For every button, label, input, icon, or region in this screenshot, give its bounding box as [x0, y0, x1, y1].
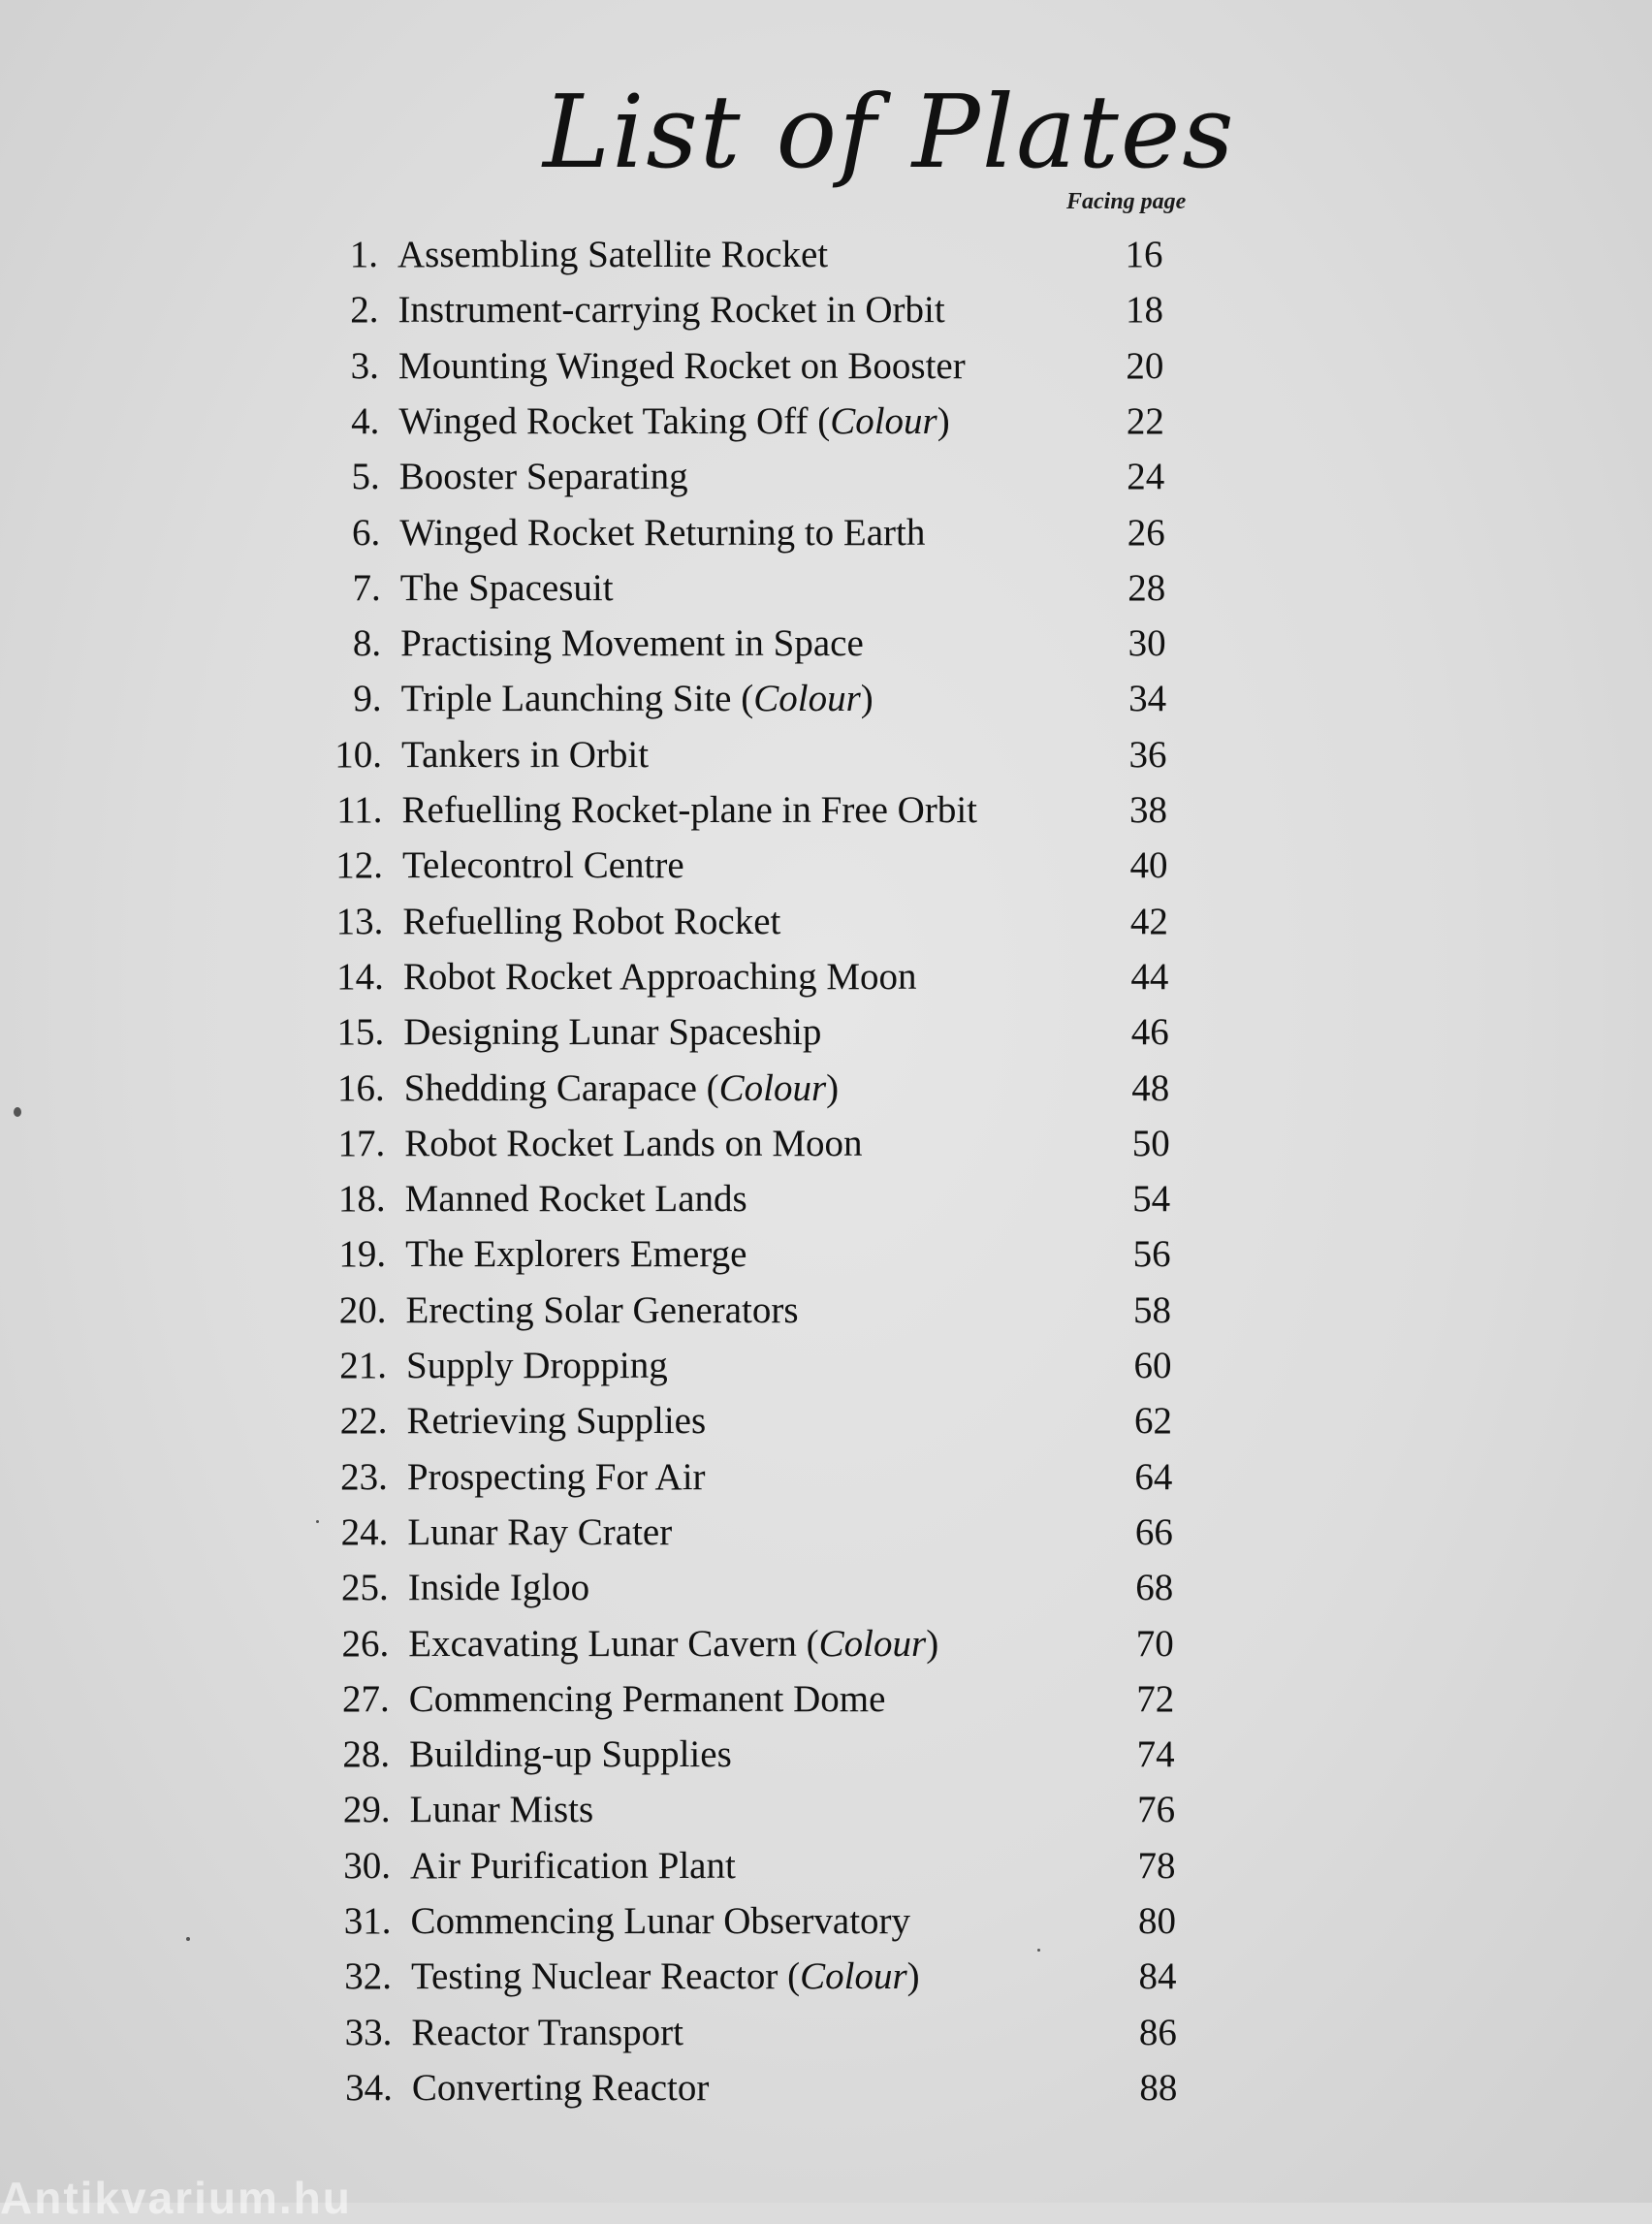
plate-row: [328, 1175, 1297, 1223]
plate-page-number: 36: [1128, 733, 1167, 776]
plate-title-text: Supply Dropping: [406, 1345, 668, 1386]
paren-close: ): [937, 399, 950, 442]
plate-title-text: Robot Rocket Lands on Moon: [404, 1122, 863, 1164]
plate-title-text: Tankers in Orbit: [401, 733, 650, 776]
plate-page-number: 40: [1129, 844, 1168, 887]
plate-title-text: Triple Launching Site: [400, 678, 732, 720]
plate-page-number: 72: [1136, 1677, 1175, 1720]
plate-title: [412, 2064, 710, 2113]
plate-row: [330, 1509, 1299, 1557]
plate-title-text: Commencing Lunar Observatory: [410, 1900, 911, 1942]
plate-title-text: Retrieving Supplies: [406, 1400, 707, 1443]
plate-title: [409, 1731, 732, 1779]
plate-page-number: 48: [1131, 1066, 1170, 1109]
plate-row: [321, 397, 1290, 446]
plate-title: [411, 1953, 920, 2001]
plate-title-text: Shedding Carapace: [403, 1066, 697, 1109]
plate-row: [331, 1620, 1300, 1668]
plate-number: 13.: [335, 900, 384, 942]
colour-note: Colour: [800, 1955, 907, 1998]
plate-number: 7.: [352, 566, 381, 609]
plate-number: 3.: [350, 344, 379, 387]
plate-page-number: 38: [1129, 789, 1167, 831]
plate-number: 31.: [343, 1900, 392, 1942]
plate-number: 26.: [341, 1622, 390, 1665]
plate-title-text: Assembling Satellite Rocket: [397, 234, 829, 275]
plate-row: [334, 1897, 1303, 1946]
plate-row: [334, 2009, 1303, 2057]
plate-title: [406, 1397, 706, 1446]
paren-close: ): [860, 678, 874, 720]
plate-number: 18.: [337, 1178, 386, 1221]
plate-row: [320, 231, 1289, 279]
plate-number: 17.: [337, 1122, 386, 1164]
plate-row: [325, 786, 1294, 835]
plate-number: 9.: [353, 678, 382, 720]
plate-page-number: 16: [1125, 234, 1163, 275]
plate-page-number: 26: [1127, 511, 1165, 554]
plate-title-text: Commencing Permanent Dome: [408, 1677, 886, 1720]
plate-title: [400, 564, 614, 613]
plate-number: 15.: [336, 1011, 385, 1054]
plate-row: [327, 1120, 1296, 1168]
plate-row: [332, 1675, 1301, 1724]
plate-row: [323, 620, 1292, 668]
paper-speck: [316, 1520, 319, 1523]
plate-number: 34.: [345, 2066, 393, 2109]
plate-row: [331, 1564, 1300, 1612]
plate-page-number: 18: [1125, 289, 1163, 332]
plate-number: 14.: [336, 955, 384, 998]
plate-title: [401, 731, 649, 779]
paren-open: (: [731, 678, 754, 720]
plate-page-number: 86: [1138, 2011, 1177, 2053]
plate-title-text: Reactor Transport: [411, 2011, 683, 2053]
plate-page-number: 62: [1133, 1400, 1172, 1443]
plate-title: [404, 1064, 839, 1113]
plate-title-text: Refuelling Robot Rocket: [402, 900, 781, 942]
plate-row: [322, 453, 1291, 501]
plate-title: [403, 1008, 821, 1057]
plate-title: [406, 1287, 799, 1335]
plate-row: [330, 1453, 1299, 1502]
plate-title-text: The Spacesuit: [399, 566, 614, 609]
plate-title: [407, 1453, 706, 1502]
colour-note: Colour: [818, 1622, 927, 1665]
plate-number: 12.: [335, 844, 383, 887]
plate-page-number: 60: [1133, 1345, 1172, 1386]
plate-number: 28.: [342, 1733, 391, 1776]
plate-page-number: 88: [1139, 2066, 1178, 2109]
plate-title-text: Mounting Winged Rocket on Booster: [397, 344, 966, 387]
plate-row: [328, 1230, 1297, 1279]
plate-row: [334, 2064, 1304, 2113]
paren-open: (: [696, 1066, 719, 1109]
plate-row: [324, 731, 1293, 779]
plate-row: [333, 1842, 1302, 1890]
plate-row: [329, 1287, 1298, 1335]
plate-title: [410, 1842, 736, 1890]
paper-speck: [1037, 1949, 1040, 1952]
plate-title: [408, 1564, 589, 1612]
plate-page-number: 74: [1136, 1733, 1175, 1776]
plate-title: [411, 2009, 683, 2057]
plate-row: [327, 1064, 1296, 1113]
plate-page-number: 84: [1138, 1955, 1177, 1998]
colour-note: Colour: [718, 1066, 827, 1109]
plate-title: [411, 1897, 911, 1946]
paper-speck: [186, 1937, 190, 1941]
plate-title: [400, 620, 864, 668]
plate-row: [321, 342, 1290, 391]
plate-title-text: Air Purification Plant: [410, 1844, 736, 1887]
plate-title-text: Building-up Supplies: [409, 1733, 732, 1776]
plate-title-text: Practising Movement in Space: [400, 622, 864, 665]
paper-speck: [14, 1107, 21, 1117]
plate-page-number: 20: [1126, 344, 1164, 387]
plate-title-text: Converting Reactor: [411, 2066, 710, 2109]
plate-title: [399, 509, 925, 557]
paren-open: (: [778, 1955, 801, 1998]
page-title: List of Plates: [543, 73, 1236, 191]
plate-number: 10.: [334, 733, 383, 776]
plate-page-number: 54: [1132, 1178, 1171, 1221]
plate-page-number: 50: [1131, 1122, 1170, 1164]
plate-title-text: Designing Lunar Spaceship: [403, 1011, 822, 1054]
plate-title-text: Erecting Solar Generators: [405, 1288, 799, 1331]
plate-page-number: 70: [1135, 1622, 1174, 1665]
plate-title: [398, 397, 949, 446]
plate-page-number: 64: [1134, 1455, 1173, 1498]
plate-page-number: 42: [1129, 900, 1168, 942]
plate-number: 5.: [351, 456, 380, 498]
plate-number: 1.: [349, 234, 378, 275]
plate-number: 32.: [344, 1955, 392, 1998]
paren-open: (: [796, 1622, 819, 1665]
plate-page-number: 66: [1134, 1510, 1173, 1553]
plate-page-number: 34: [1128, 678, 1167, 720]
plate-number: 25.: [341, 1567, 389, 1609]
plate-row: [325, 842, 1294, 890]
plate-number: 2.: [350, 289, 379, 332]
plate-title: [399, 453, 688, 501]
paren-close: ): [826, 1066, 840, 1109]
plate-title-text: The Explorers Emerge: [405, 1233, 747, 1276]
plate-title-text: Excavating Lunar Cavern: [408, 1622, 797, 1665]
plate-number: 33.: [344, 2011, 393, 2053]
plate-title-text: Robot Rocket Approaching Moon: [402, 955, 917, 998]
plate-title-text: Manned Rocket Lands: [404, 1178, 747, 1221]
plate-row: [329, 1342, 1298, 1390]
paren-open: (: [808, 399, 831, 442]
plate-title: [402, 842, 684, 890]
plate-row: [334, 1953, 1303, 2001]
plate-title-text: Inside Igloo: [407, 1567, 590, 1609]
plate-row: [329, 1397, 1298, 1446]
plate-number: 19.: [338, 1233, 387, 1276]
plate-number: 11.: [336, 789, 383, 831]
plate-title: [398, 342, 966, 391]
plate-number: 21.: [339, 1345, 387, 1386]
facing-page-header: Facing page: [1066, 189, 1187, 214]
plate-row: [326, 953, 1295, 1001]
plate-title: [406, 1342, 668, 1390]
plate-title: [403, 953, 917, 1001]
plate-title-text: Lunar Ray Crater: [407, 1510, 673, 1553]
plate-page-number: 24: [1127, 456, 1165, 498]
plate-title-text: Prospecting For Air: [406, 1455, 706, 1498]
plate-title-text: Testing Nuclear Reactor: [410, 1955, 778, 1998]
plate-title-text: Refuelling Rocket-plane in Free Orbit: [401, 789, 977, 831]
plate-page-number: 56: [1132, 1233, 1171, 1276]
colour-note: Colour: [753, 678, 861, 720]
plate-page-number: 78: [1137, 1844, 1176, 1887]
plate-title: [402, 786, 978, 835]
plate-number: 29.: [342, 1789, 391, 1831]
plate-title: [402, 898, 780, 946]
plate-number: 27.: [341, 1677, 390, 1720]
plate-number: 8.: [352, 622, 382, 665]
plate-title-text: Telecontrol Centre: [401, 844, 684, 887]
plate-row: [333, 1786, 1302, 1834]
plate-row: [324, 675, 1293, 723]
plate-title: [404, 1120, 862, 1168]
paren-close: ): [926, 1622, 939, 1665]
plate-number: 23.: [340, 1455, 388, 1498]
plate-page-number: 46: [1130, 1011, 1169, 1054]
plate-title: [408, 1620, 938, 1668]
plate-title: [397, 286, 944, 334]
plate-title: [409, 1675, 886, 1724]
plate-title-text: Winged Rocket Returning to Earth: [399, 511, 926, 554]
watermark-text: Antikvarium.hu: [0, 2173, 352, 2223]
plate-number: 4.: [351, 399, 380, 442]
plate-title: [405, 1175, 747, 1223]
plate-page-number: 44: [1130, 955, 1169, 998]
plate-title: [401, 675, 874, 723]
plate-row: [326, 1008, 1295, 1057]
plate-title: [407, 1509, 672, 1557]
plate-page-number: 22: [1126, 399, 1164, 442]
plate-title: [397, 231, 828, 279]
plate-number: 24.: [340, 1510, 389, 1553]
plate-title-text: Booster Separating: [398, 456, 688, 498]
plate-title-text: Winged Rocket Taking Off: [398, 399, 809, 442]
plate-title: [405, 1230, 747, 1279]
plate-row: [332, 1731, 1301, 1779]
plate-page-number: 30: [1128, 622, 1166, 665]
plate-title-text: Instrument-carrying Rocket in Orbit: [397, 289, 945, 332]
plate-row: [323, 564, 1292, 613]
plate-row: [325, 898, 1294, 946]
colour-note: Colour: [830, 399, 937, 442]
plate-number: 6.: [352, 511, 381, 554]
plate-title-text: Lunar Mists: [409, 1789, 594, 1831]
plate-page-number: 58: [1133, 1288, 1172, 1331]
plate-number: 30.: [343, 1844, 392, 1887]
plate-page-number: 80: [1138, 1900, 1176, 1942]
plate-number: 16.: [337, 1066, 385, 1109]
plate-page-number: 28: [1128, 566, 1166, 609]
plate-row: [320, 286, 1289, 334]
plate-page-number: 76: [1137, 1789, 1176, 1831]
paren-close: ): [906, 1955, 920, 1998]
plate-number: 20.: [338, 1288, 387, 1331]
plate-row: [322, 509, 1291, 557]
plate-number: 22.: [339, 1400, 388, 1443]
plate-title: [410, 1786, 594, 1834]
plate-page-number: 68: [1135, 1567, 1174, 1609]
